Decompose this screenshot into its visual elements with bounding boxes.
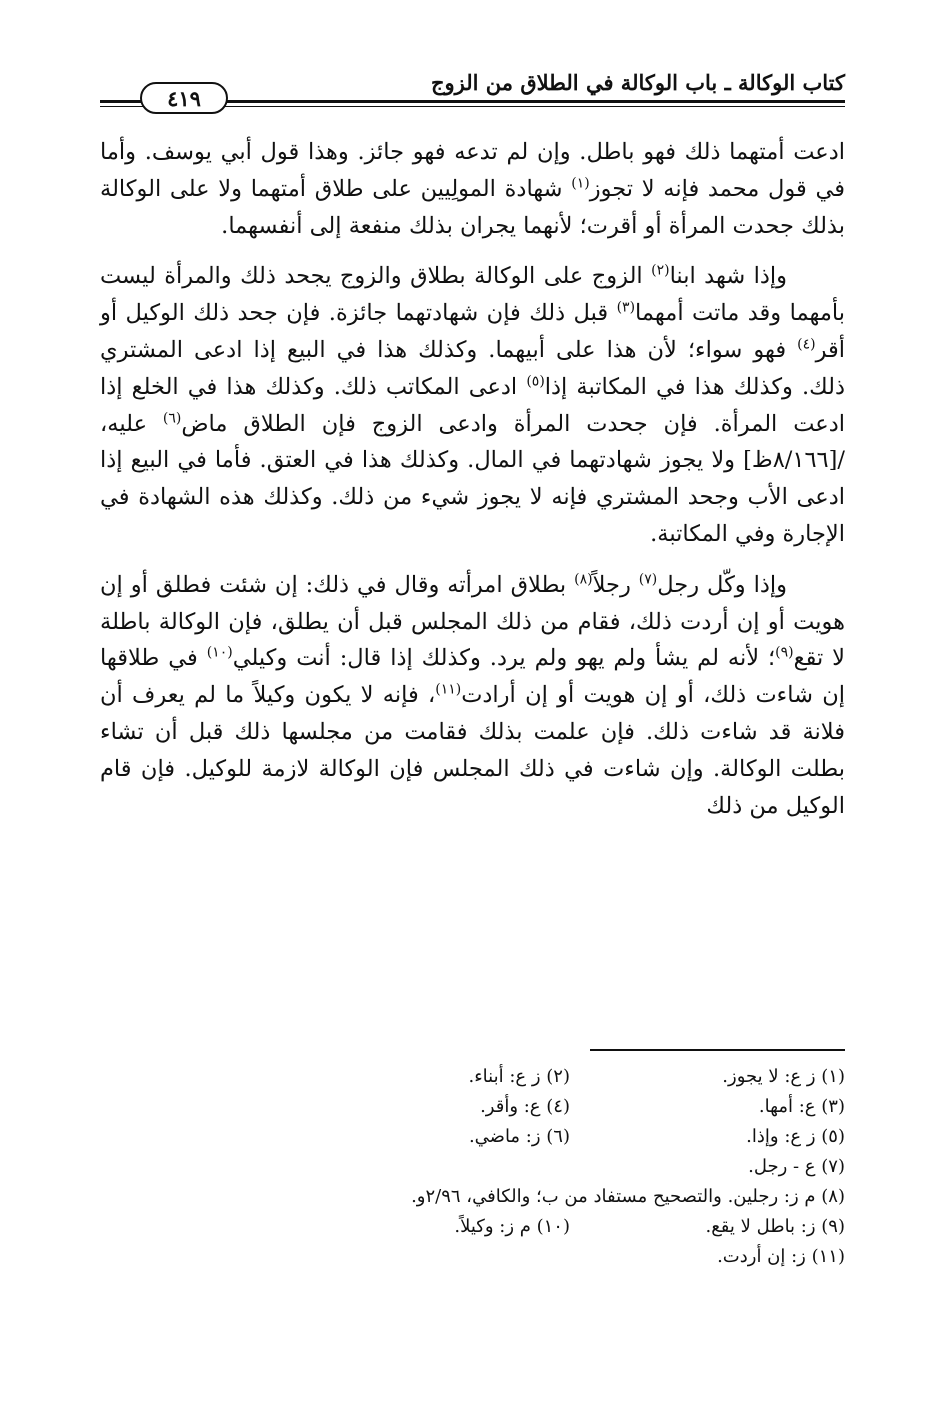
footnote-6: (٦) ز: ماضي. (468, 1126, 570, 1147)
footnote-9: (٩) ز: باطل لا يقع. (705, 1216, 845, 1237)
footnote-7: (٧) ع - رجل. (748, 1156, 845, 1177)
footnote-separator (590, 1049, 845, 1051)
footnote-5: (٥) ز ع: وإذا. (746, 1126, 845, 1147)
text-run: قبل ذلك فإن شهادتهما جائزة. فإن جحد ذلك الوكيل أو أقر (100, 300, 845, 363)
text-run: ادعت أمتهما ذلك فهو باطل. وإن لم تدعه فهو جائز. وهذا قول أبي يوسف. وأما في قول محمد فإنه لا تجوز (100, 139, 845, 202)
footnote-marker: (١) (571, 175, 590, 192)
footnote-3: (٣) ع: أمها. (758, 1096, 845, 1117)
footnote-row (290, 1212, 845, 1242)
text-run: وإذا وكّل رجل (657, 571, 787, 598)
main-text (100, 134, 845, 838)
text-run: الزوج على الوكالة بطلاق والزوج يجحد ذلك والمرأة ليست بأمهما وقد ماتت أمهما (100, 263, 845, 327)
footnote-marker: (٣) (616, 299, 636, 316)
footnote-row (290, 1092, 845, 1122)
paragraph (100, 134, 845, 244)
text-run: ادعى المكاتب ذلك. وكذلك هذا في الخلع إذا ادعت المرأة. فإن جحدت المرأة وادعى الزوج فإن الطلاق ماض (100, 373, 845, 437)
footnote-1: (١) ز ع: لا يجوز. (722, 1066, 845, 1087)
running-header-title: كتاب الوكالة ـ باب الوكالة في الطلاق من الزوج (430, 70, 845, 95)
text-run: ؛ لأنه لم يشأ ولم يهو ولم يرد. وكذلك إذا قال: أنت وكيلي (232, 645, 776, 672)
footnote-4: (٤) ع: وأقر. (480, 1096, 570, 1117)
text-run: عليه، /[٨/١٦٦ظ] ولا يجوز شهادتهما في المال. وكذلك هذا في العتق. فأما في البيع إذا ادعى الأب وجحد المشتري فإنه لا يجوز شيء من ذلك. وكذلك هذه الشهادة في الإجارة وفي المكاتبة. (100, 410, 845, 547)
footnote-marker: (٤) (797, 336, 816, 353)
text-run: رجلاً (592, 571, 639, 598)
footnote-8: (٨) م ز: رجلين. والتصحيح مستفاد من ب؛ والكافي، ٢/٩٦و. (411, 1186, 845, 1207)
footnote-marker: (٢) (651, 262, 670, 279)
footnote-marker: (٩) (775, 644, 794, 661)
text-run: شهادة المولِيين على طلاق أمتهما ولا على الوكالة بذلك جحدت المرأة أو أقرت؛ لأنهما يجران بذلك منفعة إلى أنفسهما. (100, 175, 845, 239)
text-run: وإذا شهد ابنا (669, 263, 787, 290)
footnote-marker: (١١) (435, 681, 462, 698)
footnote-marker: (٧) (638, 571, 658, 588)
footnote-marker: (١٠) (206, 644, 233, 661)
text-run: في طلاقها إن شاءت ذلك، أو إن هويت أو إن أرادت (100, 645, 845, 709)
text-run: ، فإنه لا يكون وكيلاً ما لم يعرف أن فلانة قد شاءت ذلك. فإن علمت بذلك فقامت من مجلسها ذلك قبل أن تشاء بطلت الوكالة. وإن شاءت في ذلك المجلس فإن الوكالة لازمة للوكيل. فإن قام الوكيل من ذلك (100, 682, 845, 819)
page-number: ٤١٩ (140, 82, 228, 114)
running-header (100, 70, 845, 114)
footnote-marker: (٥) (526, 373, 545, 390)
footnote-row (290, 1122, 845, 1152)
paragraph (100, 258, 845, 552)
text-run: بطلاق امرأته وقال في ذلك: إن شئت فطلق أو إن هويت أو إن أردت ذلك، فقام من ذلك المجلس قبل أن يطلق، فإن الوكالة باطلة لا تقع (100, 571, 846, 672)
footnote-marker: (٦) (162, 410, 182, 427)
footnote-2: (٢) ز ع: أبناء. (468, 1066, 570, 1087)
footnote-row (290, 1062, 845, 1092)
footnote-10: (١٠) م ز: وكيلاً. (454, 1216, 570, 1237)
paragraph (100, 567, 845, 825)
text-run: فهو سواء؛ لأن هذا على أبيهما. وكذلك هذا في البيع إذا ادعى المشتري ذلك. وكذلك هذا في المكاتبة إذا (100, 336, 846, 400)
footnote-11: (١١) ز: إن أردت. (717, 1246, 845, 1267)
footnote-marker: (٨) (574, 571, 593, 588)
footnotes (290, 1062, 845, 1272)
